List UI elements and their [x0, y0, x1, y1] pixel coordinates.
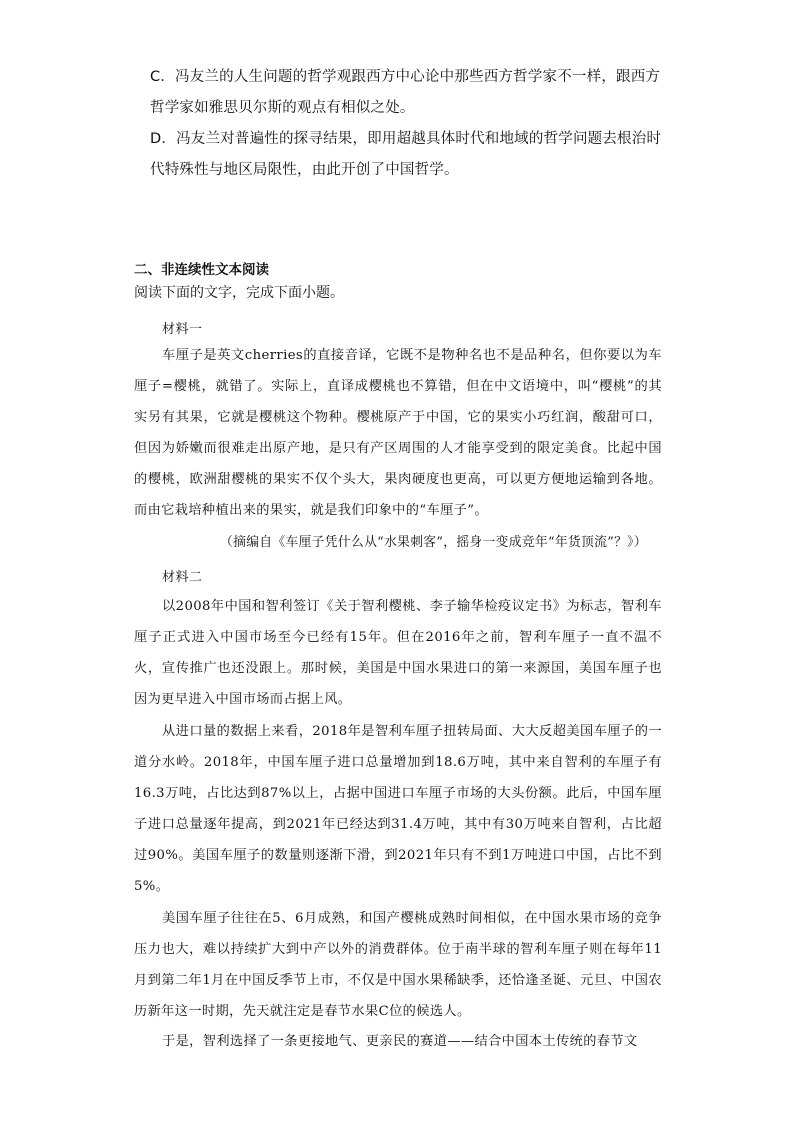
- option-d: D．冯友兰对普遍性的探寻结果，即用超越具体时代和地域的哲学问题去根治时代特殊性与地区局限性，由此开创了中国哲学。: [150, 131, 662, 178]
- material-1-label: 材料一: [162, 322, 203, 337]
- material-2-paragraph-1: 以2008年中国和智利签订《关于智利樱桃、李子输华检疫议定书》为标志，智利车厘子正式进入中国市场至今已经有15年。但在2016年之前，智利车厘子一直不温不火，宣传推广也还没跟上。那时候，美国是中国水果进口的第一来源国，美国车厘子也因为更早进入中国市场而占据上风。: [134, 599, 662, 707]
- section-instruction: 阅读下面的文字，完成下面小题。: [134, 285, 344, 301]
- material-2-label: 材料二: [162, 570, 203, 585]
- material-1-source: （摘编自《车厘子凭什么从“水果刺客”，摇身一变成竞年“年货顶流”？》）: [220, 535, 647, 550]
- material-1-paragraph: 车厘子是英文cherries的直接音译，它既不是物种名也不是品种名，但你要以为车厘子=樱桃，就错了。实际上，直译成樱桃也不算错，但在中文语境中，叫“樱桃”的其实另有其果，它就是樱桃这个物种。樱桃原产于中国，它的果实小巧红润，酸甜可口，但因为娇嫩而很难走出原产地，是只有产区周围的人才能享受到的限定美食。比起中国的樱桃，欧洲甜樱桃的果实不仅个头大，果肉硬度也更高，可以更方便地运输到各地。而由它栽培种植出来的果实，就是我们印象中的“车厘子”。: [134, 348, 662, 518]
- material-2-paragraph-4: 于是，智利选择了一条更接地气、更亲民的赛道——结合中国本土传统的春节文: [162, 1034, 638, 1049]
- section-title: 二、非连续性文本阅读: [134, 262, 269, 278]
- option-c: C．冯友兰的人生问题的哲学观跟西方中心论中那些西方哲学家不一样，跟西方哲学家如雅思贝尔斯的观点有相似之处。: [150, 69, 661, 116]
- material-2-paragraph-3: 美国车厘子往往在5、6月成熟，和国产樱桃成熟时间相似，在中国水果市场的竞争压力也大，难以持续扩大到中产以外的消费群体。位于南半球的智利车厘子则在每年11月到第二年1月在中国反季节上市，不仅是中国水果稀缺季，还恰逢圣诞、元旦、中国农历新年这一时期，先天就注定是春节水果C位的候选人。: [134, 911, 662, 1019]
- material-2-paragraph-2: 从进口量的数据上来看，2018年是智利车厘子扭转局面、大大反超美国车厘子的一道分水岭。2018年，中国车厘子进口总量增加到18.6万吨，其中来自智利的车厘子有16.3万吨，占比达到87%以上，占据中国进口车厘子市场的大头份额。此后，中国车厘子进口总量逐年提高，到2021年已经达到31.4万吨，其中有30万吨来自智利，占比超过90%。美国车厘子的数量则逐渐下滑，到2021年只有不到1万吨进口中国，占比不到5%。: [134, 724, 662, 894]
